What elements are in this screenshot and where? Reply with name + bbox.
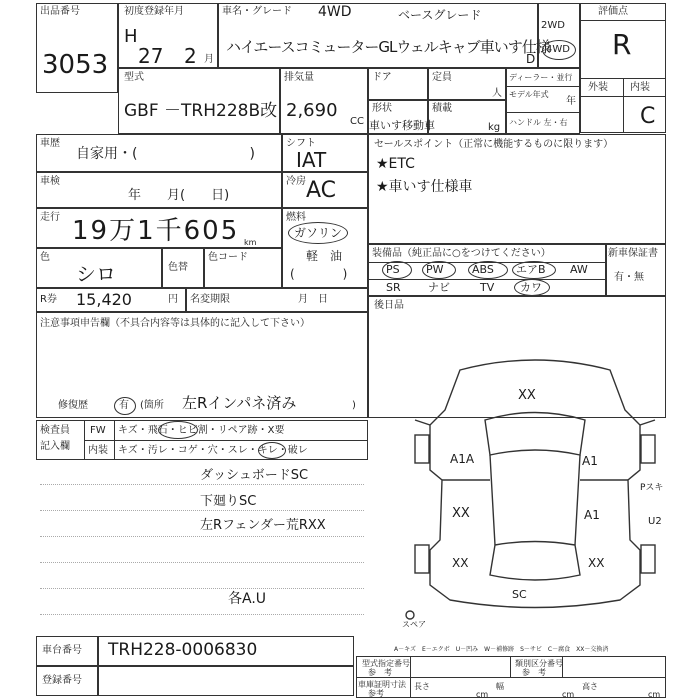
fw-items: キズ・飛石・ヒビ割・リペア跡・X要: [118, 425, 285, 436]
inspection-label: 車検: [40, 176, 60, 187]
diag-mark-8: SC: [512, 588, 527, 601]
chassis-label: 車台番号: [42, 645, 82, 656]
fw-label: FW: [90, 425, 106, 436]
width-label: 幅: [496, 682, 504, 691]
equip-aw: AW: [570, 263, 588, 276]
diag-mark-3: A1: [582, 454, 598, 468]
category-ref: 参 考: [522, 668, 546, 677]
new-warranty-label: 新車保証書: [608, 248, 658, 259]
type-label: 型式: [124, 72, 144, 83]
model-name: ハイエースコミューターGLウェルキャブ車いす仕様: [226, 38, 550, 56]
type-designation-label: 型式指定番号: [362, 659, 410, 668]
equipment-label: 装備品（純正品に○をつけてください）: [372, 248, 551, 259]
recycle-value: 15,420: [76, 290, 132, 309]
name-change-label: 名変期限: [190, 294, 230, 305]
disp-label: 排気量: [284, 72, 314, 83]
recycle-unit: 円: [168, 294, 178, 305]
drive-4wd-text: 4WD: [318, 4, 352, 20]
interior-score: C: [640, 104, 656, 129]
drive-2wd: 2WD: [541, 20, 565, 31]
disp-unit: CC: [350, 116, 364, 127]
dealer-label: ディーラー・並行: [509, 73, 573, 82]
reg-value-box: [98, 666, 354, 696]
grade-text: ベースグレード: [398, 8, 482, 22]
diag-mark-5: A1: [584, 508, 600, 522]
equip-navi: ナビ: [428, 281, 450, 294]
handle-label: ハンドル 左・右: [509, 118, 568, 127]
body-note: 車いす移動車: [369, 119, 435, 132]
first-reg-month: 2: [184, 44, 197, 68]
shift-label: シフト: [286, 138, 316, 149]
equip-abs: ABS: [472, 263, 494, 276]
inspector-note-2: 下廻りSC: [200, 494, 257, 509]
sales-label: セールスポイント（正常に機能するものに限ります）: [374, 139, 614, 150]
capacity-unit: 人: [492, 88, 502, 99]
equip-leather: カワ: [520, 281, 542, 294]
name-label: 車名・グレード: [222, 6, 292, 17]
length-label: 長さ: [414, 682, 430, 691]
first-reg-era: H: [124, 26, 138, 47]
legend: A－キズ E－エクボ U－凹み W－補修跡 S－サビ C－腐食 XX－交換済: [394, 646, 609, 653]
notes-label: 注意事項申告欄（不具合内容等は具体的に記入して下さい）: [40, 318, 310, 329]
inspector-label-1: 検査員: [40, 425, 70, 436]
sales-point-1: ★ETC: [376, 156, 415, 172]
ac-value: AC: [306, 178, 337, 203]
equip-airbag: エアB: [516, 263, 546, 276]
rating-label: 評価点: [598, 6, 628, 17]
model-year-label: モデル年式: [509, 90, 549, 99]
diag-mark-9: Pスキ: [640, 483, 664, 493]
height-unit: cm: [648, 690, 661, 699]
cert-label: 車庫証明寸法: [358, 680, 406, 689]
exterior-label: 外装: [588, 82, 608, 93]
spare-label: スペア: [402, 620, 426, 629]
diag-mark-4: XX: [452, 506, 470, 521]
rear-seat-label: 後日品: [374, 300, 404, 311]
inspector-note-4: 各A.U: [228, 591, 267, 607]
repair-close: ): [352, 400, 356, 411]
color-value: シロ: [76, 262, 116, 286]
door-label: ドア: [372, 72, 392, 83]
category-label: 類別区分番号: [515, 659, 563, 668]
color-repaint-label: 色替: [168, 262, 188, 273]
diag-mark-2: A1A: [450, 452, 475, 466]
height-label: 高さ: [582, 682, 598, 691]
year-unit: 年: [566, 96, 576, 107]
fuel-paren: ( ): [290, 267, 348, 281]
drive-4wd: 4WD: [546, 44, 570, 55]
chassis-value: TRH228-0006830: [108, 640, 258, 660]
equip-tv: TV: [480, 281, 495, 294]
mileage-unit: km: [244, 238, 257, 247]
fuel-diesel: 軽 油: [306, 249, 343, 263]
sales-point-2: ★車いす仕様車: [376, 179, 473, 195]
recycle-label: R券: [40, 294, 57, 305]
repair-value: 左Rインパネ済み: [182, 394, 297, 412]
repair-bracket: (箇所: [140, 400, 164, 411]
diag-mark-6: XX: [452, 556, 469, 570]
shift-value: IAT: [296, 148, 327, 172]
fuel-label: 燃料: [286, 212, 306, 223]
inspector-note-1: ダッシュボードSC: [200, 468, 309, 483]
in-items: キズ・汚レ・コゲ・穴・スレ・キレ・破レ: [118, 445, 308, 456]
cert-ref: 参考: [368, 689, 384, 698]
usage-label: 車歴: [40, 138, 60, 149]
name-change-value: 月 日: [298, 294, 328, 305]
first-reg-label: 初度登録年月: [124, 6, 184, 17]
interior-label: 内装: [630, 82, 650, 93]
lot-label: 出品番号: [40, 6, 80, 17]
usage-value: 自家用・( ): [76, 146, 255, 162]
equip-ps: PS: [386, 263, 400, 276]
ac-label: 冷房: [286, 176, 306, 187]
inspector-label-2: 記入欄: [40, 441, 70, 452]
shape-label: 形状: [372, 103, 392, 114]
mileage-value: 19万1千605: [72, 216, 240, 246]
month-unit: 月: [204, 54, 214, 65]
diag-mark-7: XX: [588, 556, 605, 570]
fuel-gas: ガソリン: [294, 226, 343, 240]
length-unit: cm: [476, 690, 489, 699]
type-value: GBF －TRH228B改: [124, 101, 278, 121]
new-warranty-value: 有・無: [614, 272, 644, 283]
repair-opt: 有: [119, 400, 129, 411]
first-reg-year: 27: [138, 44, 164, 68]
type-designation-ref: 参 考: [368, 668, 392, 677]
reg-label: 登録番号: [42, 675, 82, 686]
load-label: 積載: [432, 103, 452, 114]
diag-mark-10: U2: [648, 516, 662, 527]
in-label: 内装: [88, 445, 108, 456]
load-unit: kg: [488, 122, 501, 133]
equip-sr: SR: [386, 281, 401, 294]
mileage-label: 走行: [40, 212, 60, 223]
equip-pw: PW: [426, 263, 444, 276]
disp-value: 2,690: [286, 100, 338, 121]
width-unit: cm: [562, 690, 575, 699]
color-code-label: 色コード: [208, 252, 248, 263]
repair-label: 修復歴: [58, 400, 88, 411]
color-label: 色: [40, 252, 50, 263]
capacity-label: 定員: [432, 72, 452, 83]
rating-value: R: [612, 28, 632, 61]
inspection-value: 年 月( 日): [128, 188, 230, 203]
inspector-note-3: 左Rフェンダー荒RXX: [200, 518, 326, 533]
diag-mark-1: XX: [518, 388, 536, 403]
model-suffix: D: [526, 52, 536, 66]
lot-number: 3053: [42, 50, 109, 80]
